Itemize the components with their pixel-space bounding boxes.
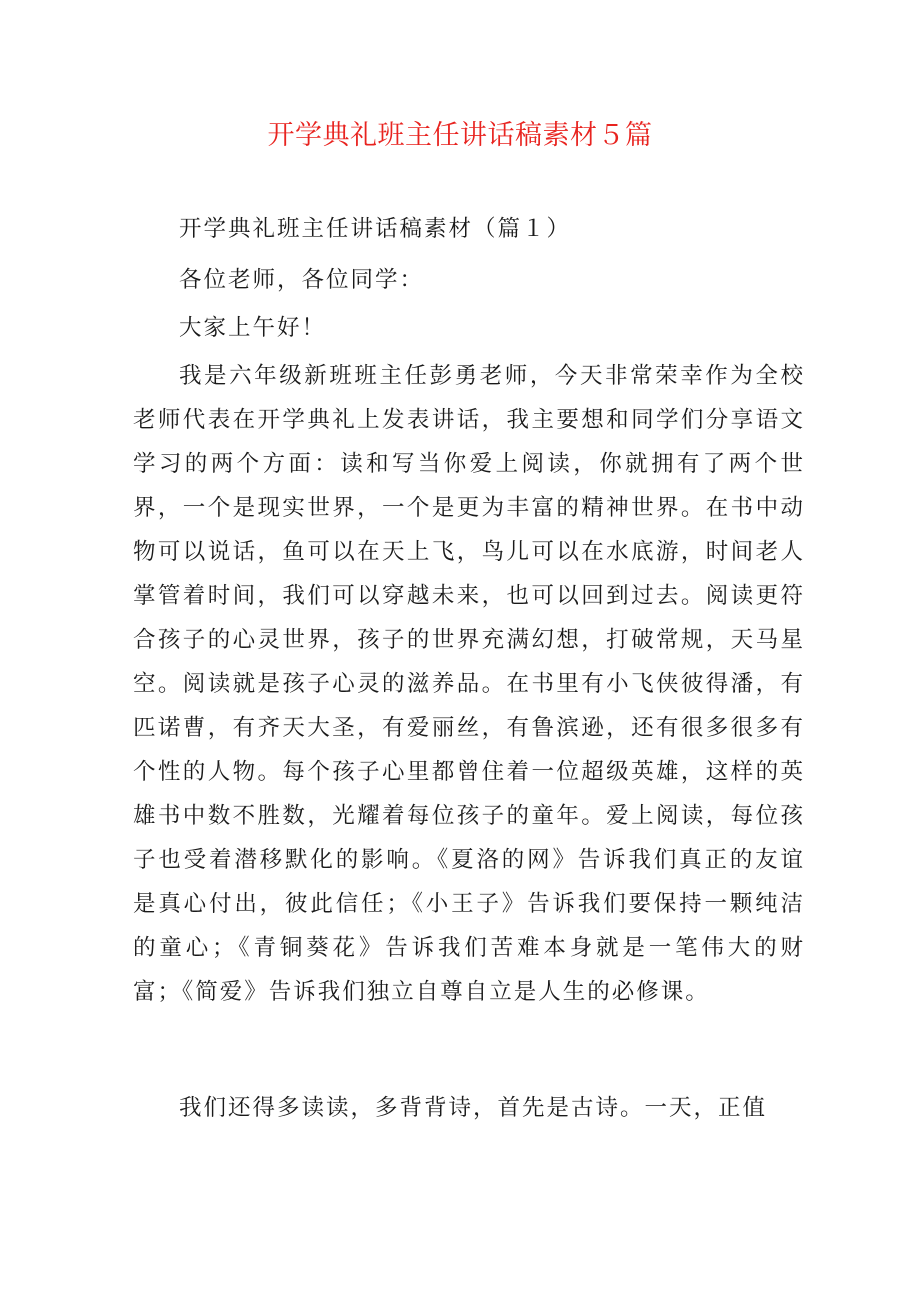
body-paragraph-2: 我们还得多读读，多背背诗，首先是古诗。一天，正值	[179, 1095, 768, 1121]
greeting: 大家上午好！	[179, 315, 327, 341]
body-paragraph-1: 我是六年级新班班主任彭勇老师，今天非常荣幸作为全校老师代表在开学典礼上发表讲话，我主要想和同学们分享语文学习的两个方面：读和写当你爱上阅读，你就拥有了两个世界，一个是现实世界，一个是更为丰富的精神世界。在书中动物可以说话，鱼可以在天上飞，鸟儿可以在水底游，时间老人掌管着时间，我们可以穿越未来，也可以回到过去。阅读更符合孩子的心灵世界，孩子的世界充满幻想，打破常规，天马星空。阅读就是孩子心灵的滋养品。在书里有小飞侠彼得潘，有匹诺曹，有齐天大圣，有爱丽丝，有鲁滨逊，还有很多很多有个性的人物。每个孩子心里都曾住着一位超级英雄，这样的英雄书中数不胜数，光耀着每位孩子的童年。爱上阅读，每位孩子也受着潜移默化的影响。《夏洛的网》告诉我们真正的友谊是真心付出，彼此信任；《小王子》告诉我们要保持一颗纯洁的童心；《青铜葵花》告诉我们苦难本身就是一笔伟大的财富；《简爱》告诉我们独立自尊自立是人生的必修课。	[133, 363, 805, 1005]
section-heading: 开学典礼班主任讲话稿素材（篇１）	[179, 216, 572, 242]
document-title: 开学典礼班主任讲话稿素材５篇	[267, 120, 653, 151]
salutation: 各位老师，各位同学：	[179, 267, 425, 293]
